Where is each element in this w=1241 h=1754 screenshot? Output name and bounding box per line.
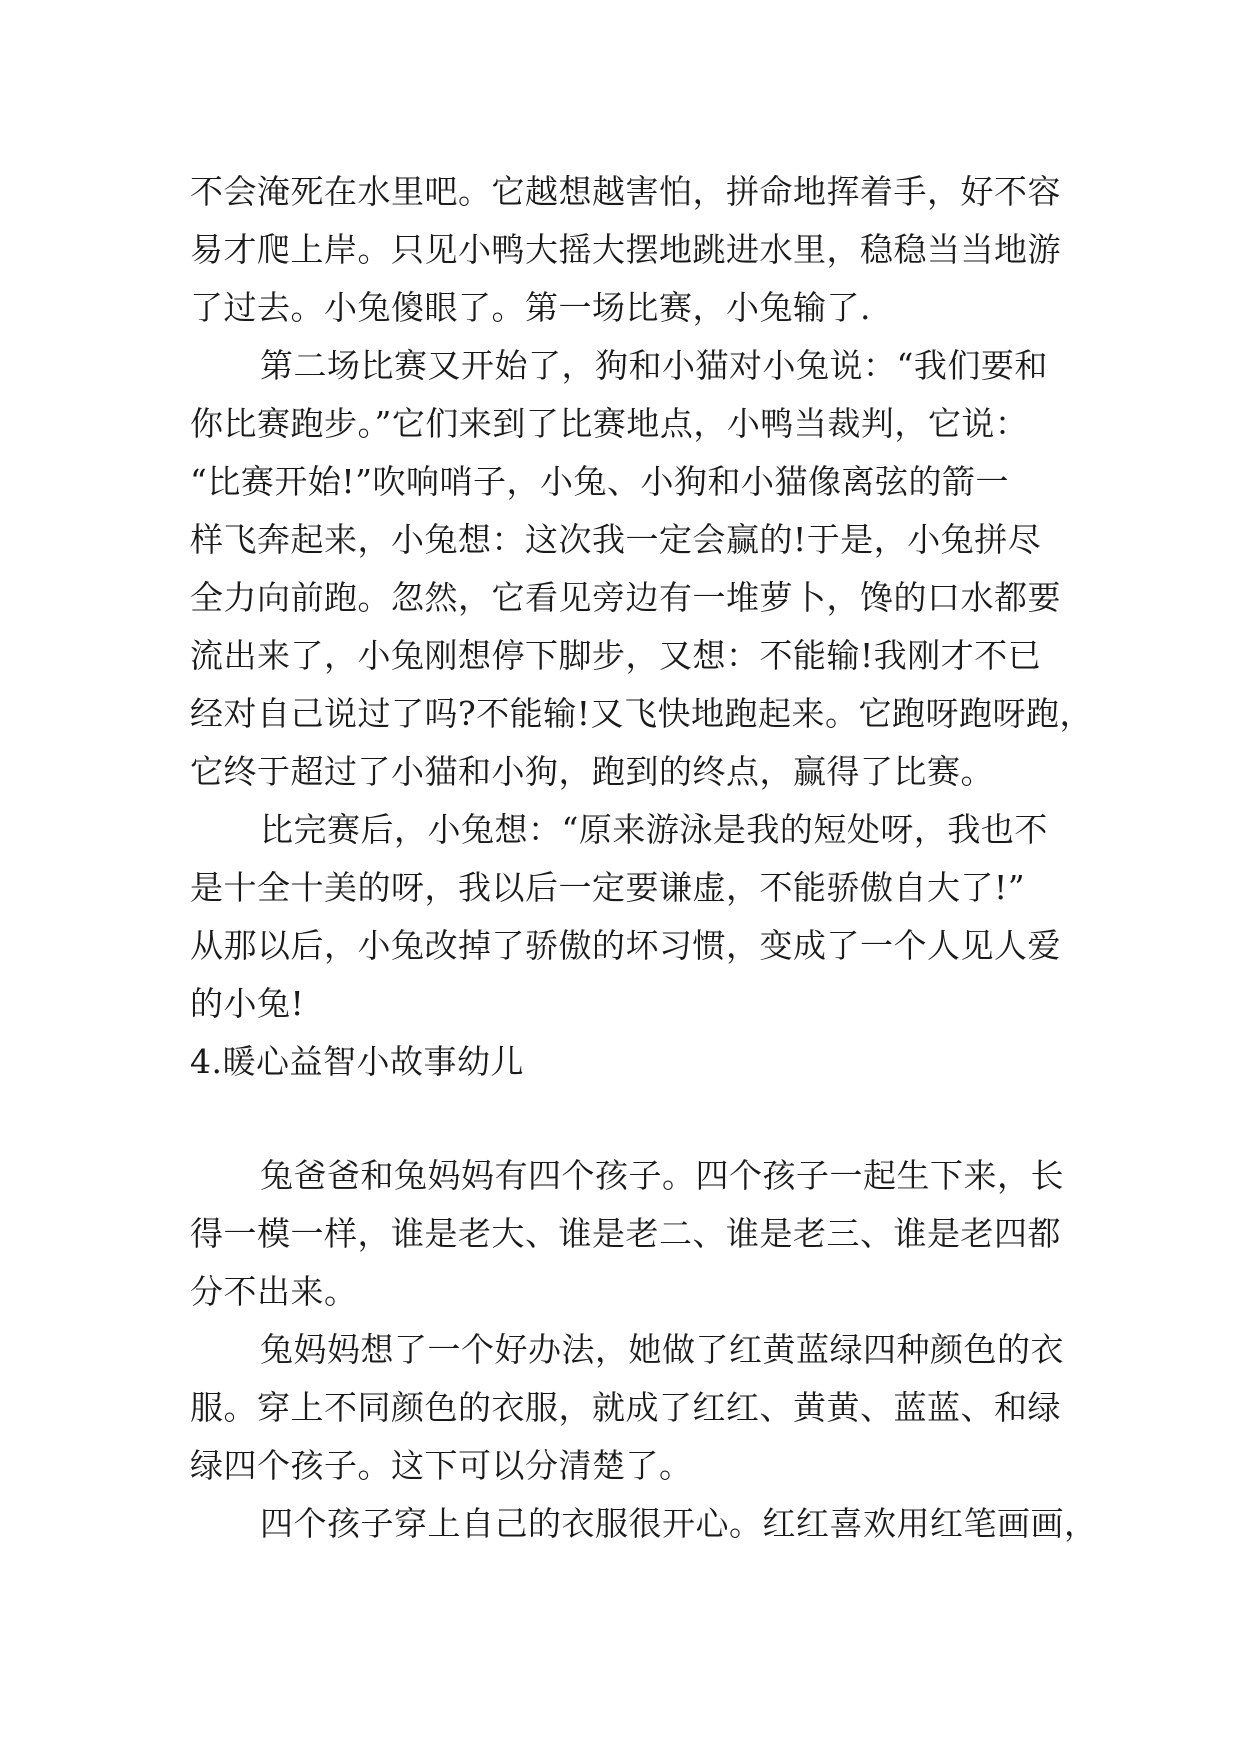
text-line: 它终于超过了小猫和小狗，跑到的终点，赢得了比赛。	[190, 752, 994, 791]
text-line: 从那以后，小兔改掉了骄傲的坏习惯，变成了一个人见人爱	[190, 926, 1061, 965]
text-line: 得一模一样，谁是老大、谁是老二、谁是老三、谁是老四都	[190, 1214, 1061, 1253]
text-line: 服。穿上不同颜色的衣服，就成了红红、黄黄、蓝蓝、和绿	[190, 1388, 1061, 1427]
paragraph	[190, 163, 1061, 337]
text-line: 样飞奔起来，小兔想：这次我一定会赢的!于是，小兔拼尽	[190, 520, 1042, 559]
paragraph	[190, 1495, 1098, 1553]
text-line: 是十全十美的呀，我以后一定要谦虚，不能骄傲自大了!”	[190, 868, 1026, 907]
paragraph	[190, 801, 1061, 1033]
text-line: 全力向前跑。忽然，它看见旁边有一堆萝卜，馋的口水都要	[190, 578, 1061, 617]
text-line: 你比赛跑步。”它们来到了比赛地点，小鸭当裁判，它说：	[190, 404, 1029, 443]
text-line: 了过去。小兔傻眼了。第一场比赛，小兔输了.	[190, 288, 871, 327]
text-line: 的小兔!	[190, 984, 305, 1023]
text-line: 第二场比赛又开始了，狗和小猫对小兔说：“我们要和	[260, 346, 1048, 385]
text-line: 兔爸爸和兔妈妈有四个孩子。四个孩子一起生下来，长	[260, 1156, 1064, 1195]
text-line: 经对自己说过了吗?不能输!又飞快地跑起来。它跑呀跑呀跑，	[190, 694, 1093, 733]
text-line: 不会淹死在水里吧。它越想越害怕，拼命地挥着手，好不容	[190, 172, 1061, 211]
text-line: “比赛开始!”吹响哨子，小兔、小狗和小猫像离弦的箭一	[190, 462, 1010, 501]
paragraph	[190, 1321, 1064, 1495]
section-heading: 4.暖心益智小故事幼儿	[190, 1042, 524, 1081]
paragraph	[190, 337, 1093, 801]
text-line: 四个孩子穿上自己的衣服很开心。红红喜欢用红笔画画，	[260, 1504, 1098, 1543]
text-line: 兔妈妈想了一个好办法，她做了红黄蓝绿四种颜色的衣	[260, 1330, 1064, 1369]
paragraph	[190, 1147, 1064, 1321]
text-line: 分不出来。	[190, 1272, 358, 1311]
text-line: 比完赛后，小兔想：“原来游泳是我的短处呀，我也不	[260, 810, 1048, 849]
text-line: 绿四个孩子。这下可以分清楚了。	[190, 1446, 693, 1485]
text-line: 易才爬上岸。只见小鸭大摇大摆地跳进水里，稳稳当当地游	[190, 230, 1061, 269]
document-page	[190, 163, 1098, 1553]
text-line: 流出来了，小兔刚想停下脚步，又想：不能输!我刚才不已	[190, 636, 1042, 675]
